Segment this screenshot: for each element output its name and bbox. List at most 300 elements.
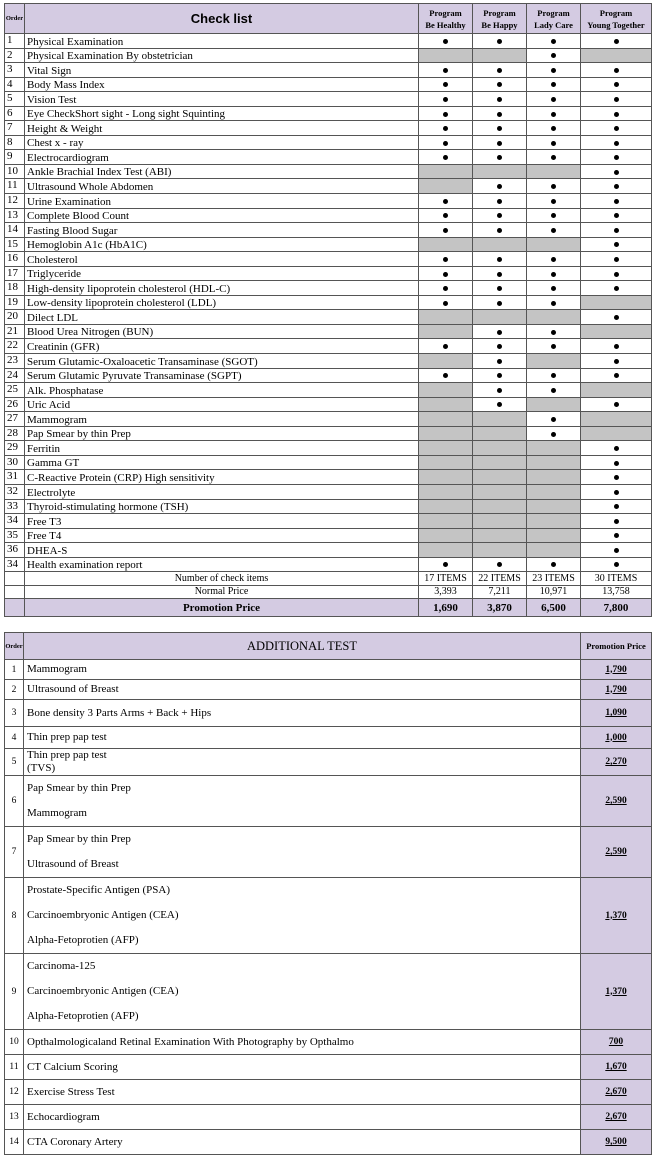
row-order: 20	[5, 310, 25, 325]
included-dot-icon	[614, 272, 619, 277]
included-dot-icon	[551, 344, 556, 349]
program-header-young-together: Program Young Together	[581, 4, 652, 34]
included-cell	[473, 179, 527, 194]
summary-value: 3,393	[419, 585, 473, 599]
included-dot-icon	[551, 82, 556, 87]
included-cell	[419, 252, 473, 267]
included-cell	[419, 208, 473, 223]
checklist-row	[5, 63, 652, 78]
included-dot-icon	[443, 112, 448, 117]
included-dot-icon	[551, 257, 556, 262]
test-line: Exercise Stress Test	[27, 1085, 115, 1098]
summary-value: 10,971	[527, 585, 581, 599]
row-order: 29	[5, 441, 25, 456]
test-name: Ferritin	[25, 441, 419, 456]
included-cell	[419, 150, 473, 165]
checklist-row	[5, 557, 652, 572]
row-order: 2	[5, 680, 24, 700]
row-order: 26	[5, 397, 25, 412]
included-dot-icon	[497, 184, 502, 189]
test-name	[24, 827, 581, 878]
checklist-title: Check list	[25, 4, 419, 34]
included-dot-icon	[551, 126, 556, 131]
not-included-cell	[527, 310, 581, 325]
row-order: 34	[5, 514, 25, 529]
not-included-cell	[419, 426, 473, 441]
promotion-price: 1,790	[581, 660, 652, 680]
test-name: Thyroid-stimulating hormone (TSH)	[25, 499, 419, 514]
checklist-row	[5, 514, 652, 529]
summary-value: 17 ITEMS	[419, 572, 473, 586]
included-dot-icon	[551, 112, 556, 117]
test-name: Electrolyte	[25, 484, 419, 499]
included-dot-icon	[551, 373, 556, 378]
checklist-row	[5, 324, 652, 339]
test-line: Carcinoembryonic Antigen (CEA)	[27, 909, 179, 921]
row-order: 10	[5, 1030, 24, 1055]
included-dot-icon	[614, 461, 619, 466]
additional-test-row	[5, 1080, 652, 1105]
promotion-price: 1,090	[581, 700, 652, 727]
included-dot-icon	[551, 562, 556, 567]
included-cell	[473, 397, 527, 412]
included-dot-icon	[614, 373, 619, 378]
included-dot-icon	[443, 562, 448, 567]
promotion-price: 2,670	[581, 1080, 652, 1105]
price-header: Promotion Price	[581, 633, 652, 660]
checklist-row	[5, 528, 652, 543]
included-dot-icon	[497, 126, 502, 131]
not-included-cell	[473, 412, 527, 427]
checklist-header-row	[5, 4, 652, 34]
test-name: Gamma GT	[25, 455, 419, 470]
included-dot-icon	[551, 141, 556, 146]
row-order: 2	[5, 48, 25, 63]
row-order: 19	[5, 295, 25, 310]
included-dot-icon	[497, 402, 502, 407]
included-cell	[581, 150, 652, 165]
included-cell	[581, 557, 652, 572]
checklist-row	[5, 237, 652, 252]
included-cell	[473, 557, 527, 572]
row-order: 8	[5, 135, 25, 150]
order-header: Order	[5, 4, 25, 34]
not-included-cell	[473, 484, 527, 499]
included-dot-icon	[443, 82, 448, 87]
test-name: Creatinin (GFR)	[25, 339, 419, 354]
included-dot-icon	[614, 504, 619, 509]
test-name: Serum Glutamic Pyruvate Transaminase (SGPT)	[25, 368, 419, 383]
not-included-cell	[527, 543, 581, 558]
program-header-be-healthy: Program Be Healthy	[419, 4, 473, 34]
included-cell	[473, 208, 527, 223]
included-cell	[581, 106, 652, 121]
included-cell	[527, 383, 581, 398]
summary-value: 23 ITEMS	[527, 572, 581, 586]
included-cell	[581, 354, 652, 369]
test-line: Thin prep pap test	[27, 731, 107, 743]
included-cell	[527, 252, 581, 267]
test-name	[24, 776, 581, 827]
included-dot-icon	[497, 359, 502, 364]
included-dot-icon	[497, 82, 502, 87]
test-name: Chest x - ray	[25, 135, 419, 150]
test-name: Serum Glutamic-Oxaloacetic Transaminase (SGOT)	[25, 354, 419, 369]
promotion-price: 1,790	[581, 680, 652, 700]
test-name: Height & Weight	[25, 121, 419, 136]
not-included-cell	[419, 543, 473, 558]
not-included-cell	[419, 455, 473, 470]
promotion-price: 9,500	[581, 1130, 652, 1155]
not-included-cell	[473, 455, 527, 470]
row-order: 14	[5, 1130, 24, 1155]
included-cell	[581, 266, 652, 281]
checklist-row	[5, 397, 652, 412]
included-dot-icon	[614, 213, 619, 218]
included-dot-icon	[497, 286, 502, 291]
additional-test-row	[5, 660, 652, 680]
included-dot-icon	[614, 344, 619, 349]
test-line: Pap Smear by thin Prep	[27, 782, 131, 794]
checklist-table	[4, 3, 652, 617]
included-dot-icon	[497, 141, 502, 146]
test-name: Free T3	[25, 514, 419, 529]
not-included-cell	[473, 528, 527, 543]
summary-value: 30 ITEMS	[581, 572, 652, 586]
included-dot-icon	[497, 257, 502, 262]
not-included-cell	[473, 426, 527, 441]
checklist-row	[5, 295, 652, 310]
included-dot-icon	[614, 315, 619, 320]
included-cell	[527, 295, 581, 310]
included-dot-icon	[443, 301, 448, 306]
included-cell	[473, 324, 527, 339]
included-dot-icon	[443, 344, 448, 349]
order-header: Order	[5, 633, 24, 660]
row-order: 4	[5, 77, 25, 92]
included-cell	[581, 164, 652, 179]
row-order: 17	[5, 266, 25, 281]
not-included-cell	[473, 470, 527, 485]
not-included-cell	[527, 455, 581, 470]
test-name	[24, 680, 581, 700]
not-included-cell	[419, 164, 473, 179]
included-cell	[473, 295, 527, 310]
not-included-cell	[473, 499, 527, 514]
not-included-cell	[419, 397, 473, 412]
included-dot-icon	[614, 126, 619, 131]
included-dot-icon	[551, 155, 556, 160]
test-name: Blood Urea Nitrogen (BUN)	[25, 324, 419, 339]
included-cell	[419, 194, 473, 209]
not-included-cell	[527, 237, 581, 252]
row-order: 5	[5, 92, 25, 107]
included-dot-icon	[443, 39, 448, 44]
included-cell	[473, 77, 527, 92]
included-cell	[527, 63, 581, 78]
included-dot-icon	[497, 562, 502, 567]
test-name: Dilect LDL	[25, 310, 419, 325]
not-included-cell	[581, 48, 652, 63]
included-dot-icon	[614, 39, 619, 44]
included-dot-icon	[443, 141, 448, 146]
included-dot-icon	[614, 359, 619, 364]
included-dot-icon	[443, 257, 448, 262]
not-included-cell	[527, 354, 581, 369]
checklist-row	[5, 339, 652, 354]
included-dot-icon	[614, 548, 619, 553]
included-cell	[581, 368, 652, 383]
included-dot-icon	[551, 228, 556, 233]
test-name: Body Mass Index	[25, 77, 419, 92]
included-dot-icon	[497, 228, 502, 233]
summary-blank	[5, 572, 25, 586]
row-order: 12	[5, 194, 25, 209]
test-name: Ultrasound Whole Abdomen	[25, 179, 419, 194]
included-dot-icon	[614, 155, 619, 160]
included-cell	[581, 455, 652, 470]
checklist-row	[5, 92, 652, 107]
test-name	[24, 660, 581, 680]
additional-test-row	[5, 954, 652, 1030]
included-dot-icon	[614, 446, 619, 451]
row-order: 14	[5, 223, 25, 238]
promotion-price: 700	[581, 1030, 652, 1055]
included-dot-icon	[443, 272, 448, 277]
checklist-row	[5, 266, 652, 281]
included-cell	[581, 470, 652, 485]
test-name: Mammogram	[25, 412, 419, 427]
not-included-cell	[419, 310, 473, 325]
included-dot-icon	[614, 82, 619, 87]
test-name: Fasting Blood Sugar	[25, 223, 419, 238]
included-dot-icon	[443, 373, 448, 378]
included-cell	[581, 135, 652, 150]
not-included-cell	[419, 412, 473, 427]
included-cell	[581, 179, 652, 194]
checklist-row	[5, 368, 652, 383]
checklist-row	[5, 484, 652, 499]
not-included-cell	[473, 543, 527, 558]
summary-value: 3,870	[473, 599, 527, 617]
included-dot-icon	[614, 112, 619, 117]
row-order: 23	[5, 354, 25, 369]
not-included-cell	[527, 528, 581, 543]
row-order: 6	[5, 776, 24, 827]
row-order: 8	[5, 878, 24, 954]
additional-test-row	[5, 700, 652, 727]
row-order: 4	[5, 727, 24, 749]
included-cell	[581, 441, 652, 456]
additional-title: ADDITIONAL TEST	[24, 633, 581, 660]
included-cell	[419, 339, 473, 354]
checklist-row	[5, 412, 652, 427]
included-dot-icon	[497, 344, 502, 349]
promotion-price: 2,270	[581, 749, 652, 776]
additional-test-row	[5, 878, 652, 954]
included-cell	[473, 368, 527, 383]
checklist-row	[5, 150, 652, 165]
test-name	[24, 954, 581, 1030]
test-name	[24, 1080, 581, 1105]
test-line: Mammogram	[27, 807, 87, 819]
included-cell	[419, 557, 473, 572]
included-dot-icon	[551, 286, 556, 291]
program-header-lady-care: Program Lady Care	[527, 4, 581, 34]
checklist-row	[5, 383, 652, 398]
normal-price-row	[5, 585, 652, 599]
included-cell	[527, 194, 581, 209]
checklist-row	[5, 455, 652, 470]
included-dot-icon	[614, 199, 619, 204]
promotion-price: 2,670	[581, 1105, 652, 1130]
checklist-row	[5, 106, 652, 121]
included-cell	[473, 150, 527, 165]
test-name	[24, 878, 581, 954]
included-dot-icon	[443, 68, 448, 73]
included-dot-icon	[497, 199, 502, 204]
not-included-cell	[527, 470, 581, 485]
row-order: 7	[5, 121, 25, 136]
included-dot-icon	[614, 286, 619, 291]
included-cell	[527, 150, 581, 165]
test-line: Ultrasound of Breast	[27, 683, 119, 695]
checklist-row	[5, 164, 652, 179]
included-dot-icon	[551, 97, 556, 102]
row-order: 7	[5, 827, 24, 878]
row-order: 31	[5, 470, 25, 485]
not-included-cell	[581, 412, 652, 427]
included-cell	[473, 63, 527, 78]
included-dot-icon	[551, 199, 556, 204]
included-cell	[527, 48, 581, 63]
row-order: 10	[5, 164, 25, 179]
not-included-cell	[527, 397, 581, 412]
included-cell	[473, 194, 527, 209]
included-dot-icon	[443, 286, 448, 291]
checklist-row	[5, 121, 652, 136]
additional-test-row	[5, 727, 652, 749]
included-cell	[527, 92, 581, 107]
checklist-row	[5, 223, 652, 238]
test-name: Eye CheckShort sight - Long sight Squinting	[25, 106, 419, 121]
included-dot-icon	[443, 199, 448, 204]
test-name: Free T4	[25, 528, 419, 543]
included-cell	[581, 252, 652, 267]
included-cell	[473, 34, 527, 49]
included-dot-icon	[551, 330, 556, 335]
included-dot-icon	[551, 53, 556, 58]
included-cell	[581, 339, 652, 354]
included-dot-icon	[443, 126, 448, 131]
test-line: (TVS)	[27, 762, 56, 774]
test-name: Health examination report	[25, 557, 419, 572]
included-dot-icon	[497, 112, 502, 117]
included-dot-icon	[614, 402, 619, 407]
included-cell	[581, 77, 652, 92]
checklist-row	[5, 194, 652, 209]
included-cell	[527, 121, 581, 136]
included-cell	[527, 266, 581, 281]
summary-blank	[5, 585, 25, 599]
included-cell	[527, 223, 581, 238]
row-order: 27	[5, 412, 25, 427]
test-name: Cholesterol	[25, 252, 419, 267]
included-cell	[473, 135, 527, 150]
included-cell	[581, 484, 652, 499]
test-name: Ankle Brachial Index Test (ABI)	[25, 164, 419, 179]
checklist-row	[5, 470, 652, 485]
number-of-items-row	[5, 572, 652, 586]
included-dot-icon	[614, 519, 619, 524]
included-cell	[419, 77, 473, 92]
not-included-cell	[473, 514, 527, 529]
included-dot-icon	[497, 330, 502, 335]
additional-test-row	[5, 1030, 652, 1055]
additional-test-row	[5, 1130, 652, 1155]
row-order: 13	[5, 1105, 24, 1130]
included-dot-icon	[614, 562, 619, 567]
checklist-row	[5, 77, 652, 92]
test-name: Electrocardiogram	[25, 150, 419, 165]
included-cell	[581, 63, 652, 78]
included-cell	[419, 281, 473, 296]
included-dot-icon	[614, 475, 619, 480]
test-name	[24, 700, 581, 727]
not-included-cell	[473, 310, 527, 325]
not-included-cell	[419, 470, 473, 485]
test-name	[24, 1130, 581, 1155]
test-name: Physical Examination By obstetrician	[25, 48, 419, 63]
promotion-price: 1,670	[581, 1055, 652, 1080]
row-order: 33	[5, 499, 25, 514]
row-order: 11	[5, 1055, 24, 1080]
test-name: Uric Acid	[25, 397, 419, 412]
included-cell	[527, 77, 581, 92]
test-name: Triglyceride	[25, 266, 419, 281]
included-dot-icon	[497, 373, 502, 378]
included-cell	[581, 34, 652, 49]
included-cell	[473, 252, 527, 267]
included-cell	[419, 121, 473, 136]
included-dot-icon	[443, 155, 448, 160]
row-order: 21	[5, 324, 25, 339]
included-cell	[419, 106, 473, 121]
included-cell	[581, 499, 652, 514]
test-name	[24, 749, 581, 776]
included-dot-icon	[551, 184, 556, 189]
included-dot-icon	[497, 68, 502, 73]
promotion-price-row	[5, 599, 652, 617]
promotion-price: 2,590	[581, 827, 652, 878]
included-cell	[581, 121, 652, 136]
included-cell	[581, 194, 652, 209]
checklist-row	[5, 48, 652, 63]
test-name: DHEA-S	[25, 543, 419, 558]
not-included-cell	[473, 441, 527, 456]
included-dot-icon	[497, 39, 502, 44]
row-order: 3	[5, 700, 24, 727]
checklist-row	[5, 252, 652, 267]
test-name	[24, 1105, 581, 1130]
included-dot-icon	[614, 184, 619, 189]
checklist-row	[5, 310, 652, 325]
included-cell	[527, 324, 581, 339]
additional-test-row	[5, 680, 652, 700]
not-included-cell	[473, 164, 527, 179]
additional-test-table	[4, 632, 652, 1155]
included-dot-icon	[551, 39, 556, 44]
